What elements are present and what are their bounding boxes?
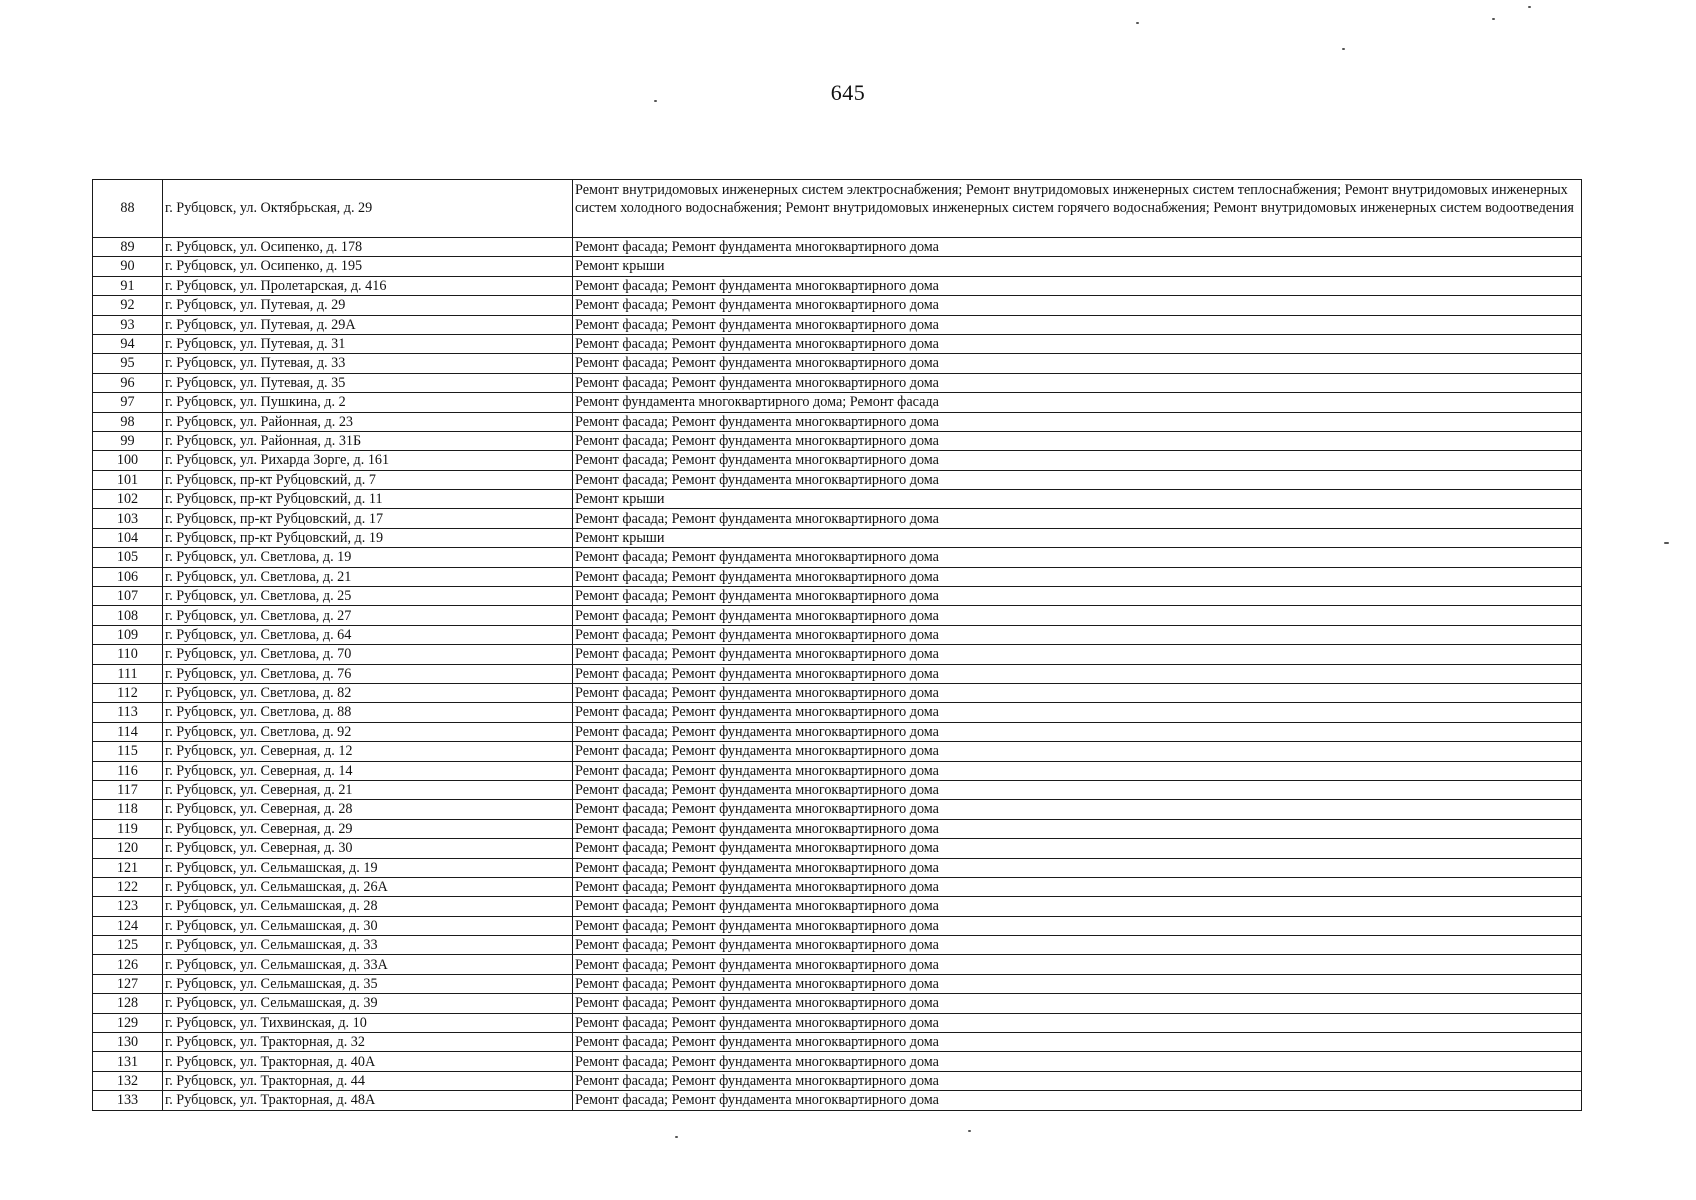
row-number: 91 xyxy=(93,276,163,295)
row-number: 117 xyxy=(93,780,163,799)
row-works: Ремонт фасада; Ремонт фундамента многоквартирного дома xyxy=(573,994,1582,1013)
row-address: г. Рубцовск, ул. Путевая, д. 29А xyxy=(163,315,573,334)
row-works: Ремонт фасада; Ремонт фундамента многоквартирного дома xyxy=(573,412,1582,431)
table-row xyxy=(93,664,1582,683)
row-number: 104 xyxy=(93,528,163,547)
row-number: 94 xyxy=(93,334,163,353)
row-works: Ремонт фасада; Ремонт фундамента многоквартирного дома xyxy=(573,897,1582,916)
row-works: Ремонт фасада; Ремонт фундамента многоквартирного дома xyxy=(573,839,1582,858)
table-row xyxy=(93,470,1582,489)
row-number: 129 xyxy=(93,1013,163,1032)
row-number: 96 xyxy=(93,373,163,392)
scan-speck xyxy=(1342,48,1345,50)
row-number: 130 xyxy=(93,1033,163,1052)
row-address: г. Рубцовск, ул. Путевая, д. 29 xyxy=(163,296,573,315)
scan-speck xyxy=(654,100,657,102)
row-number: 128 xyxy=(93,994,163,1013)
table-row xyxy=(93,858,1582,877)
table-row xyxy=(93,315,1582,334)
table-row xyxy=(93,606,1582,625)
table-row xyxy=(93,722,1582,741)
scan-speck xyxy=(1664,542,1669,544)
row-address: г. Рубцовск, ул. Тракторная, д. 32 xyxy=(163,1033,573,1052)
row-works: Ремонт фасада; Ремонт фундамента многоквартирного дома xyxy=(573,780,1582,799)
row-works: Ремонт фасада; Ремонт фундамента многоквартирного дома xyxy=(573,742,1582,761)
row-address: г. Рубцовск, ул. Сельмашская, д. 39 xyxy=(163,994,573,1013)
row-number: 108 xyxy=(93,606,163,625)
row-number: 103 xyxy=(93,509,163,528)
row-works: Ремонт фасада; Ремонт фундамента многоквартирного дома xyxy=(573,431,1582,450)
row-number: 99 xyxy=(93,431,163,450)
scan-speck xyxy=(1492,18,1495,20)
repair-register-table xyxy=(92,179,1582,1111)
row-number: 97 xyxy=(93,393,163,412)
row-address: г. Рубцовск, ул. Светлова, д. 21 xyxy=(163,567,573,586)
row-number: 105 xyxy=(93,548,163,567)
row-address: г. Рубцовск, ул. Тракторная, д. 48А xyxy=(163,1091,573,1110)
row-works: Ремонт фасада; Ремонт фундамента многоквартирного дома xyxy=(573,722,1582,741)
row-address: г. Рубцовск, ул. Светлова, д. 19 xyxy=(163,548,573,567)
table-row xyxy=(93,528,1582,547)
register-body xyxy=(93,180,1582,1111)
table-row xyxy=(93,916,1582,935)
table-row xyxy=(93,490,1582,509)
row-address: г. Рубцовск, ул. Путевая, д. 35 xyxy=(163,373,573,392)
row-works: Ремонт крыши xyxy=(573,528,1582,547)
row-works: Ремонт фасада; Ремонт фундамента многоквартирного дома xyxy=(573,664,1582,683)
scan-speck xyxy=(1528,6,1531,8)
row-number: 93 xyxy=(93,315,163,334)
table-row xyxy=(93,780,1582,799)
row-number: 127 xyxy=(93,974,163,993)
table-row xyxy=(93,761,1582,780)
row-address: г. Рубцовск, ул. Октябрьская, д. 29 xyxy=(163,180,573,238)
row-address: г. Рубцовск, ул. Тракторная, д. 40А xyxy=(163,1052,573,1071)
row-works: Ремонт фасада; Ремонт фундамента многоквартирного дома xyxy=(573,761,1582,780)
row-address: г. Рубцовск, ул. Северная, д. 29 xyxy=(163,819,573,838)
row-number: 126 xyxy=(93,955,163,974)
table-row xyxy=(93,393,1582,412)
scan-speck xyxy=(675,1136,678,1138)
table-row xyxy=(93,257,1582,276)
row-works: Ремонт крыши xyxy=(573,257,1582,276)
row-address: г. Рубцовск, ул. Светлова, д. 25 xyxy=(163,587,573,606)
row-address: г. Рубцовск, ул. Районная, д. 31Б xyxy=(163,431,573,450)
row-works: Ремонт фасада; Ремонт фундамента многоквартирного дома xyxy=(573,974,1582,993)
table-row xyxy=(93,1052,1582,1071)
table-row xyxy=(93,1091,1582,1110)
row-works: Ремонт фундамента многоквартирного дома; Ремонт фасада xyxy=(573,393,1582,412)
row-address: г. Рубцовск, ул. Светлова, д. 27 xyxy=(163,606,573,625)
row-works: Ремонт фасада; Ремонт фундамента многоквартирного дома xyxy=(573,567,1582,586)
row-address: г. Рубцовск, пр-кт Рубцовский, д. 17 xyxy=(163,509,573,528)
row-number: 92 xyxy=(93,296,163,315)
row-address: г. Рубцовск, ул. Сельмашская, д. 33А xyxy=(163,955,573,974)
row-address: г. Рубцовск, ул. Северная, д. 30 xyxy=(163,839,573,858)
row-number: 131 xyxy=(93,1052,163,1071)
table-row xyxy=(93,625,1582,644)
table-row xyxy=(93,587,1582,606)
row-number: 116 xyxy=(93,761,163,780)
row-address: г. Рубцовск, пр-кт Рубцовский, д. 11 xyxy=(163,490,573,509)
table-row xyxy=(93,703,1582,722)
row-number: 109 xyxy=(93,625,163,644)
row-works: Ремонт фасада; Ремонт фундамента многоквартирного дома xyxy=(573,296,1582,315)
row-number: 113 xyxy=(93,703,163,722)
row-number: 112 xyxy=(93,683,163,702)
row-address: г. Рубцовск, ул. Светлова, д. 82 xyxy=(163,683,573,702)
row-works: Ремонт фасада; Ремонт фундамента многоквартирного дома xyxy=(573,354,1582,373)
row-number: 132 xyxy=(93,1071,163,1090)
row-works: Ремонт фасада; Ремонт фундамента многоквартирного дома xyxy=(573,276,1582,295)
row-works: Ремонт фасада; Ремонт фундамента многоквартирного дома xyxy=(573,800,1582,819)
table-row xyxy=(93,548,1582,567)
row-address: г. Рубцовск, ул. Светлова, д. 92 xyxy=(163,722,573,741)
row-address: г. Рубцовск, ул. Светлова, д. 64 xyxy=(163,625,573,644)
table-row xyxy=(93,412,1582,431)
table-row xyxy=(93,296,1582,315)
row-works: Ремонт фасада; Ремонт фундамента многоквартирного дома xyxy=(573,819,1582,838)
table-row xyxy=(93,819,1582,838)
row-address: г. Рубцовск, ул. Сельмашская, д. 19 xyxy=(163,858,573,877)
row-address: г. Рубцовск, ул. Светлова, д. 70 xyxy=(163,645,573,664)
row-works: Ремонт фасада; Ремонт фундамента многоквартирного дома xyxy=(573,548,1582,567)
row-number: 133 xyxy=(93,1091,163,1110)
table-row xyxy=(93,645,1582,664)
row-number: 114 xyxy=(93,722,163,741)
table-row xyxy=(93,994,1582,1013)
row-address: г. Рубцовск, ул. Сельмашская, д. 30 xyxy=(163,916,573,935)
row-address: г. Рубцовск, ул. Пролетарская, д. 416 xyxy=(163,276,573,295)
row-works: Ремонт фасада; Ремонт фундамента многоквартирного дома xyxy=(573,238,1582,257)
table-row xyxy=(93,509,1582,528)
row-works: Ремонт фасада; Ремонт фундамента многоквартирного дома xyxy=(573,451,1582,470)
row-address: г. Рубцовск, ул. Светлова, д. 88 xyxy=(163,703,573,722)
row-number: 118 xyxy=(93,800,163,819)
table-row xyxy=(93,238,1582,257)
row-works: Ремонт фасада; Ремонт фундамента многоквартирного дома xyxy=(573,587,1582,606)
table-row xyxy=(93,354,1582,373)
table-row xyxy=(93,955,1582,974)
row-works: Ремонт фасада; Ремонт фундамента многоквартирного дома xyxy=(573,373,1582,392)
table-row xyxy=(93,974,1582,993)
row-number: 101 xyxy=(93,470,163,489)
row-address: г. Рубцовск, ул. Северная, д. 14 xyxy=(163,761,573,780)
row-number: 111 xyxy=(93,664,163,683)
table-row xyxy=(93,567,1582,586)
table-row xyxy=(93,1071,1582,1090)
row-address: г. Рубцовск, ул. Северная, д. 28 xyxy=(163,800,573,819)
table-row xyxy=(93,1013,1582,1032)
row-number: 102 xyxy=(93,490,163,509)
table-row xyxy=(93,800,1582,819)
table-row xyxy=(93,839,1582,858)
table-row xyxy=(93,683,1582,702)
row-address: г. Рубцовск, ул. Сельмашская, д. 28 xyxy=(163,897,573,916)
row-address: г. Рубцовск, пр-кт Рубцовский, д. 7 xyxy=(163,470,573,489)
row-number: 121 xyxy=(93,858,163,877)
row-works: Ремонт фасада; Ремонт фундамента многоквартирного дома xyxy=(573,877,1582,896)
row-number: 95 xyxy=(93,354,163,373)
row-works: Ремонт фасада; Ремонт фундамента многоквартирного дома xyxy=(573,703,1582,722)
row-address: г. Рубцовск, ул. Путевая, д. 31 xyxy=(163,334,573,353)
row-number: 115 xyxy=(93,742,163,761)
table-row xyxy=(93,276,1582,295)
page-number: 645 xyxy=(830,80,866,105)
table-row xyxy=(93,373,1582,392)
row-works: Ремонт фасада; Ремонт фундамента многоквартирного дома xyxy=(573,1013,1582,1032)
row-number: 98 xyxy=(93,412,163,431)
row-number: 106 xyxy=(93,567,163,586)
row-address: г. Рубцовск, ул. Пушкина, д. 2 xyxy=(163,393,573,412)
row-number: 125 xyxy=(93,936,163,955)
row-works: Ремонт внутридомовых инженерных систем электроснабжения; Ремонт внутридомовых инженерных систем теплоснабжения; Ремонт внутридомовых инженерных систем холодного водоснабжения; Ремонт внутридомовых инженерных систем горячего водоснабжения; Ремонт внутридомовых инженерных систем водоотведения xyxy=(573,180,1582,238)
table-row xyxy=(93,431,1582,450)
row-address: г. Рубцовск, ул. Сельмашская, д. 33 xyxy=(163,936,573,955)
row-address: г. Рубцовск, ул. Светлова, д. 76 xyxy=(163,664,573,683)
table-row xyxy=(93,897,1582,916)
row-works: Ремонт крыши xyxy=(573,490,1582,509)
row-address: г. Рубцовск, ул. Северная, д. 21 xyxy=(163,780,573,799)
row-address: г. Рубцовск, ул. Осипенко, д. 195 xyxy=(163,257,573,276)
table-row xyxy=(93,180,1582,238)
row-number: 100 xyxy=(93,451,163,470)
row-address: г. Рубцовск, ул. Рихарда Зорге, д. 161 xyxy=(163,451,573,470)
row-number: 122 xyxy=(93,877,163,896)
row-works: Ремонт фасада; Ремонт фундамента многоквартирного дома xyxy=(573,936,1582,955)
table-row xyxy=(93,877,1582,896)
row-works: Ремонт фасада; Ремонт фундамента многоквартирного дома xyxy=(573,1071,1582,1090)
row-address: г. Рубцовск, ул. Северная, д. 12 xyxy=(163,742,573,761)
row-number: 123 xyxy=(93,897,163,916)
row-works: Ремонт фасада; Ремонт фундамента многоквартирного дома xyxy=(573,315,1582,334)
row-works: Ремонт фасада; Ремонт фундамента многоквартирного дома xyxy=(573,1052,1582,1071)
table-row xyxy=(93,742,1582,761)
row-number: 120 xyxy=(93,839,163,858)
row-works: Ремонт фасада; Ремонт фундамента многоквартирного дома xyxy=(573,470,1582,489)
row-works: Ремонт фасада; Ремонт фундамента многоквартирного дома xyxy=(573,916,1582,935)
row-number: 90 xyxy=(93,257,163,276)
table-row xyxy=(93,451,1582,470)
row-address: г. Рубцовск, ул. Сельмашская, д. 35 xyxy=(163,974,573,993)
scan-speck xyxy=(968,1130,971,1132)
row-number: 89 xyxy=(93,238,163,257)
row-number: 119 xyxy=(93,819,163,838)
row-works: Ремонт фасада; Ремонт фундамента многоквартирного дома xyxy=(573,955,1582,974)
row-address: г. Рубцовск, пр-кт Рубцовский, д. 19 xyxy=(163,528,573,547)
row-number: 110 xyxy=(93,645,163,664)
row-address: г. Рубцовск, ул. Тракторная, д. 44 xyxy=(163,1071,573,1090)
row-number: 107 xyxy=(93,587,163,606)
row-number: 124 xyxy=(93,916,163,935)
row-address: г. Рубцовск, ул. Районная, д. 23 xyxy=(163,412,573,431)
row-works: Ремонт фасада; Ремонт фундамента многоквартирного дома xyxy=(573,645,1582,664)
row-address: г. Рубцовск, ул. Сельмашская, д. 26А xyxy=(163,877,573,896)
row-works: Ремонт фасада; Ремонт фундамента многоквартирного дома xyxy=(573,625,1582,644)
row-works: Ремонт фасада; Ремонт фундамента многоквартирного дома xyxy=(573,606,1582,625)
row-works: Ремонт фасада; Ремонт фундамента многоквартирного дома xyxy=(573,858,1582,877)
row-works: Ремонт фасада; Ремонт фундамента многоквартирного дома xyxy=(573,334,1582,353)
row-works: Ремонт фасада; Ремонт фундамента многоквартирного дома xyxy=(573,1033,1582,1052)
row-works: Ремонт фасада; Ремонт фундамента многоквартирного дома xyxy=(573,683,1582,702)
row-works: Ремонт фасада; Ремонт фундамента многоквартирного дома xyxy=(573,509,1582,528)
scan-speck xyxy=(1136,22,1139,24)
row-address: г. Рубцовск, ул. Тихвинская, д. 10 xyxy=(163,1013,573,1032)
row-address: г. Рубцовск, ул. Осипенко, д. 178 xyxy=(163,238,573,257)
row-number: 88 xyxy=(93,180,163,238)
row-works: Ремонт фасада; Ремонт фундамента многоквартирного дома xyxy=(573,1091,1582,1110)
table-row xyxy=(93,334,1582,353)
table-row xyxy=(93,1033,1582,1052)
row-address: г. Рубцовск, ул. Путевая, д. 33 xyxy=(163,354,573,373)
table-row xyxy=(93,936,1582,955)
